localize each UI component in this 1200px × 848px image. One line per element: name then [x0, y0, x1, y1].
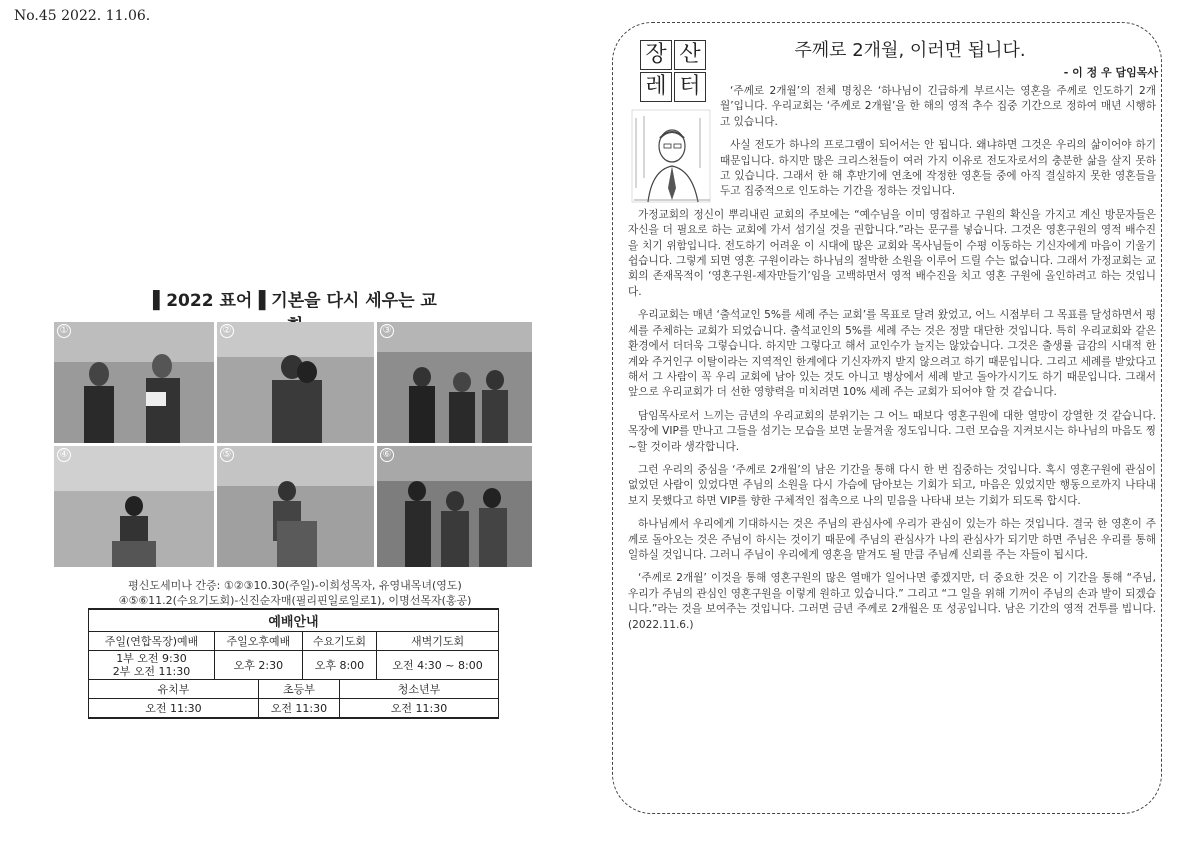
letter-paragraph: 가정교회의 정신이 뿌리내린 교회의 주보에는 “예수님을 이미 영접하고 구원의 확신을 가지고 계신 방문자들은 자신을 더 필요로 하는 교회에 가서 섬기실 것을 권합니다.”라는 문구를 넣습니다. 그것은 영혼구원의 영적 배수진을 치기 위함입니다. 전도하기 어려운 이 시대에 많은 교회와 목사님들이 수평 이동하는 기신자에게 마음이 기울기 쉽습니다. 그렇게 되면 영혼 구원이라는 하나님의 절박한 소원을 이루어 드릴 수는 없습니다. 그래서 가정교회는 교회의 존재목적이 ‘영혼구원-제자만들기’임을 고백하면서 영적 배수진을 치고 영혼 구원에 올인하려고 하는 것입니다.: [628, 208, 1156, 298]
letter-paragraph: 담임목사로서 느끼는 금년의 우리교회의 분위기는 그 어느 때보다 영혼구원에 대한 열망이 강열한 것 같습니다. 목장에 VIP를 만나고 그들을 섬기는 모습을 보면 눈물겨울 정도입니다. 그런 모습을 지켜보시는 하나님의 마음도 찡~할 것이라 생각합니다.: [628, 409, 1156, 453]
schedule-header: 수요기도회: [302, 632, 376, 651]
schedule-cell: 오후 8:00: [302, 651, 376, 680]
photo-5-image: [217, 446, 374, 567]
photo-number: ④: [57, 448, 71, 462]
dept-header: 초등부: [258, 680, 339, 699]
letter-body: [628, 84, 1156, 641]
letter-paragraph: 그런 우리의 중심을 ‘주께로 2개월’의 남은 기간을 통해 다시 한 번 집중하는 것입니다. 혹시 영혼구원에 관심이 없었던 사람이 있었다면 주님의 소원을 다시 가슴에 담아보는 기회가 되고, 마음은 있었지만 행동으로까지 나타내 보지 못했다고 하면 VIP를 향한 구체적인 접촉으로 나의 믿음을 나타내 보는 기회가 되도록 합시다.: [628, 463, 1156, 507]
caption-line-2: ④⑤⑥11.2(수요기도회)-신진순자매(필리핀일로일로1), 이명선목자(홍공): [118, 594, 472, 607]
letter-paragraph: ‘주께로 2개월’ 이것을 통해 영혼구원의 많은 열매가 일어나면 좋겠지만, 더 중요한 것은 이 기간을 통해 “주님, 우리가 주님의 관심인 영혼구원을 이렇게 원하고 있습니다.” 그리고 “그 일을 위해 기꺼이 주님의 손과 발이 되겠습니다.”라는 것을 보여주는 것입니다. 그러면 금년 주께로 2개월은 또 성공입니다. 남은 기간의 영적 건투를 빕니다.(2022.11.6.): [628, 572, 1156, 631]
photo-number: ⑤: [220, 448, 234, 462]
schedule-header: 새벽기도회: [377, 632, 499, 651]
schedule-cell: 1부 오전 9:30 2부 오전 11:30: [89, 651, 215, 680]
photo-2-image: [217, 322, 374, 443]
dept-header: 청소년부: [339, 680, 498, 699]
letter-paragraph: 사실 전도가 하나의 프로그램이 되어서는 안 됩니다. 왜냐하면 그것은 우리의 삶이어야 하기 때문입니다. 하지만 많은 크리스천들이 여러 가지 이유로 전도자로서의 충분한 삶을 살지 못하고 있습니다. 그래서 한 해 후반기에 연초에 작정한 영혼들 중에 아직 결실하지 못한 영혼들을 두고 집중적으로 인도하는 기간을 정하는 것입니다.: [720, 139, 1156, 198]
photo-5: [217, 446, 374, 567]
letter-title: 주께로 2개월, 이러면 됩니다.: [794, 40, 1026, 61]
badge-char: 산: [674, 40, 706, 70]
badge-char: 터: [674, 72, 706, 102]
dept-cell: 오전 11:30: [339, 699, 498, 719]
photo-6: [377, 446, 532, 567]
letter-paragraph: 하나님께서 우리에게 기대하시는 것은 주님의 관심사에 우리가 관심이 있는가 하는 것입니다. 결국 한 영혼이 주께로 돌아오는 것은 주님이 하시는 것이기 때문에 주님의 관심사가 나의 관심사가 되기만 하면 주님은 우리를 통해 일하실 것입니다. 그러니 주님이 우리에게 영혼을 맡겨도 될 만큼 주님께 신뢰를 주는 자들이 됩시다.: [628, 518, 1156, 561]
photo-caption: [90, 578, 500, 608]
badge-char: 레: [640, 72, 672, 102]
letter-paragraph: 우리교회는 매년 ‘출석교인 5%를 세례 주는 교회’를 목표로 달려 왔었고, 어느 시점부터 그 목표를 달성하면서 평세를 주체하는 교회가 되었습니다. 출석교인의 5%를 세례 주는 것은 정말 대단한 것입니다. 특히 우리교회와 같은 환경에서 더더욱 그렇습니다. 하지만 그렇다고 해서 교인수가 늘지는 않았습니다. 그것은 출생률 급감의 시대적 한계와 주거인구 이탈이라는 지역적인 한계에다 기신자까지 받지 않으려고 하기 때문입니다. 그리고 세례를 받았다고 해서 그 사람이 꼭 우리 교회에 남아 있는 것도 아니고 병상에서 세례 받고 돌아가시기도 하기 때문입니다. 그래서 앞으로 우리교회가 더 선한 영향력을 미치려면 10% 세례 주는 교회가 되어야 할 것 같습니다.: [628, 309, 1156, 399]
letter-author: - 이 정 우 담임목사: [1063, 66, 1158, 79]
photo-3: [377, 322, 532, 443]
schedule-header: 주일(연합목장)예배: [89, 632, 215, 651]
photo-4-image: [54, 446, 214, 567]
photo-3-image: [377, 322, 532, 443]
schedule-header: 주일오후예배: [214, 632, 302, 651]
schedule-heading: 예배안내: [89, 609, 499, 632]
photo-2: [217, 322, 374, 443]
photo-4: [54, 446, 214, 567]
photo-number: ①: [57, 324, 71, 338]
photo-1-image: [54, 322, 214, 443]
letter-paragraph: ‘주께로 2개월’의 전체 명칭은 ‘하나님이 긴급하게 부르시는 영혼을 주께로 인도하기 2개월’입니다. 우리교회는 ‘주께로 2개월’을 한 해의 영적 추수 집중 기간으로 정하여 매년 시행하고 있습니다.: [720, 85, 1156, 128]
photo-6-image: [377, 446, 532, 567]
photo-number: ②: [220, 324, 234, 338]
dept-header: 유치부: [89, 680, 259, 699]
badge-char: 장: [640, 40, 672, 70]
issue-number: No.45 2022. 11.06.: [14, 8, 151, 24]
photo-1: [54, 322, 214, 443]
photo-grid: [54, 322, 532, 570]
schedule-cell: 오전 4:30 ~ 8:00: [377, 651, 499, 680]
motto-title: ▌2022 표어▐ 기본을 다시 세우는 교: [153, 291, 437, 311]
photo-number: ⑥: [380, 448, 394, 462]
caption-line-1: 평신도세미나 간증: ①②③10.30(주일)-이희성목자, 유영내목녀(영도): [128, 579, 462, 592]
service-schedule: [88, 608, 499, 719]
dept-cell: 오전 11:30: [258, 699, 339, 719]
dept-cell: 오전 11:30: [89, 699, 259, 719]
photo-number: ③: [380, 324, 394, 338]
schedule-cell: 오후 2:30: [214, 651, 302, 680]
